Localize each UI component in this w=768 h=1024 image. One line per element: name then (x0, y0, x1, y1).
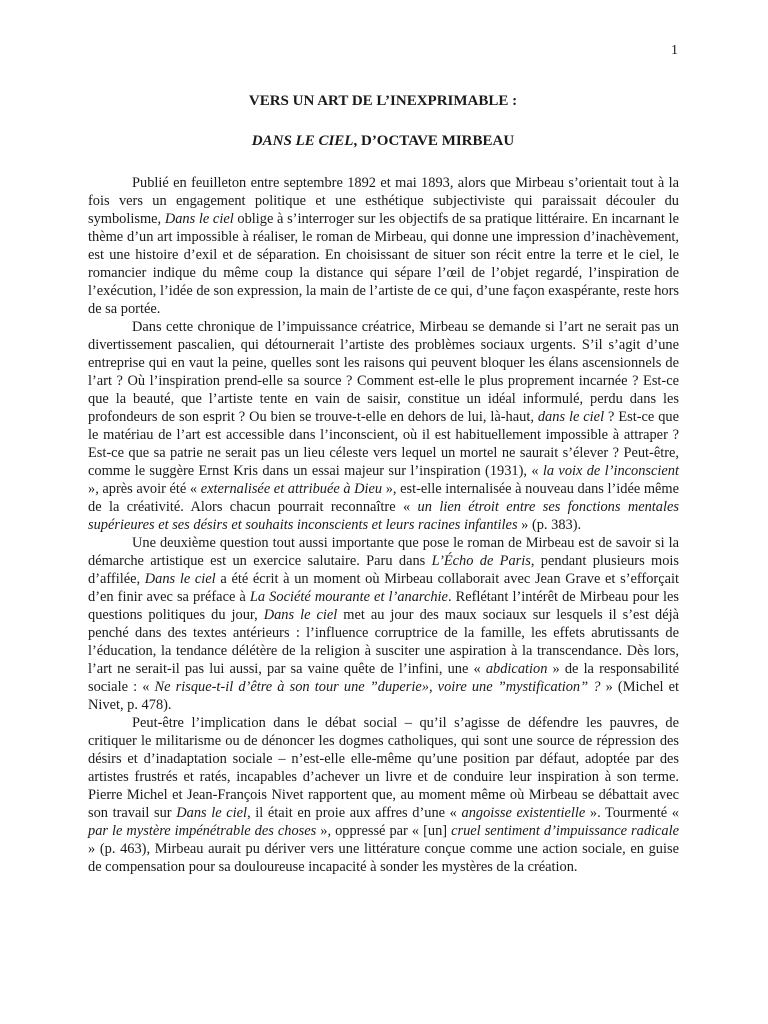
italic-text: angoisse existentielle (461, 805, 586, 821)
subtitle-italic: DANS LE CIEL (251, 133, 354, 149)
text-run: » (p. 463), Mirbeau aurait pu dériver vers une littérature conçue comme une action sociale, en guise de compensation pour sa douloureuse incapacité à sonder les mystères de la création. (88, 841, 679, 875)
text-run: » (p. 383). (517, 517, 582, 533)
text-run: », après avoir été « (88, 481, 201, 497)
italic-text: cruel sentiment d’impuissance radicale (451, 823, 680, 839)
text-run: met au jour des maux sociaux sur lesquels il s’est déjà penché dans des textes antérieurs : l’influence corruptrice de la famille, les effets abrutissants de l’éducation, la tendance délétère de la religion à susciter une aspiration à la transcendance. Dès lors, l’art ne serait-il pas lui aussi, par sa vaine quête de l’infini, une « (88, 607, 679, 677)
text-run: . Reflétant l’intérêt de Mirbeau pour les questions politiques du jour, (88, 589, 680, 623)
text-run: a été écrit à un moment où Mirbeau collaborait avec Jean Grave et s’efforçait d’en finir avec sa préface à (88, 571, 679, 605)
text-run: », oppressé par « [un] (316, 823, 452, 839)
document-subtitle (88, 133, 678, 150)
italic-text: L’Écho de Paris (431, 553, 531, 569)
text-run: oblige à s’interroger sur les objectifs de sa pratique littéraire. En incarnant le thème d’un art impossible à réaliser, le roman de Mirbeau, qui donne une impression d’inachèvement, est une histoire d’exil et de séparation. En choisissant de situer son récit entre la terre et le ciel, le romancier indique du même coup la distance qui sépare l’œil de l’objet regardé, l’inspiration de l’exécution, l’idée de son expression, la main de l’artiste de ce qui, d’une façon exaspérante, reste hors de sa portée. (88, 211, 679, 317)
paragraph (88, 174, 679, 318)
italic-text: externalisée et attribuée à Dieu (200, 481, 383, 497)
text-run: , il était en proie aux affres d’une « (247, 805, 462, 821)
italic-text: Dans le ciel (263, 607, 338, 623)
document-body (88, 174, 679, 876)
text-run: » (Michel et Nivet, p. 478). (88, 679, 679, 713)
text-run: Peut-être l’implication dans le débat social – qu’il s’agisse de défendre les pauvres, de critiquer le militarisme ou de dénoncer les dogmes catholiques, qui sont une source de répression des désirs et d’inadaptation sociale – n’est-elle elle-même qu’une position par défaut, adoptée par des artistes frustrés et ratés, incapables d’achever un livre et de conduire leur inspiration à son terme. Pierre Michel et Jean-François Nivet rapportent que, au moment même où Mirbeau se débattait avec son travail sur (88, 715, 679, 821)
subtitle-rest: , D’OCTAVE MIRBEAU (353, 133, 515, 149)
italic-text: un lien étroit entre ses fonctions mentales supérieures et ses désirs et souhaits inconscients et leurs racines infantiles (88, 499, 679, 533)
text-run: ? Est-ce que le matériau de l’art est accessible dans l’inconscient, où il est habituellement impossible à attraper ? Est-ce que sa patrie ne serait pas un lieu céleste vers lequel un mortel ne saurait s’élever ? Peut-être, comme le suggère Ernst Kris dans un essai majeur sur l’inspiration (1931), « (88, 409, 679, 479)
italic-text: Dans le ciel (164, 211, 234, 227)
paragraph (88, 318, 679, 534)
italic-text: la voix de l’inconscient (542, 463, 679, 479)
page-number: 1 (671, 43, 678, 58)
italic-text: Dans le ciel (176, 805, 248, 821)
document-title: VERS UN ART DE L’INEXPRIMABLE : (248, 93, 518, 109)
paragraph (88, 714, 679, 876)
italic-text: par le mystère impénétrable des choses (88, 823, 317, 839)
text-run: ». Tourmenté « (585, 805, 680, 821)
text-run: , pendant plusieurs mois d’affilée, (88, 553, 679, 587)
italic-text: Dans le ciel (144, 571, 216, 587)
text-run: » de la responsabilité sociale : « (88, 661, 680, 695)
text-run: », est-elle internalisée à nouveau dans l’idée même de la créativité. Alors chacun pourrait reconnaître « (88, 481, 679, 515)
italic-text: dans le ciel (537, 409, 605, 425)
italic-text: abdication (485, 661, 548, 677)
text-run: Publié en feuilleton entre septembre 1892 et mai 1893, alors que Mirbeau s’orientait tout à la fois vers un engagement politique et une esthétique subjectiviste qui paraissait découler du symbolisme, (88, 175, 679, 227)
italic-text: Ne risque-t-il d’être à son tour une ”duperie», voire une ”mystification” ? (154, 679, 601, 695)
text-run: Une deuxième question tout aussi importante que pose le roman de Mirbeau est de savoir si la démarche artistique est un exercice salutaire. Paru dans (88, 535, 679, 569)
text-run: Dans cette chronique de l’impuissance créatrice, Mirbeau se demande si l’art ne serait pas un divertissement pascalien, qui détournerait l’artiste des problèmes sociaux urgents. S’il s’agit d’une entreprise qui en vaut la peine, quelles sont les raisons qui peuvent bloquer les élans ascensionnels de l’art ? Où l’inspiration prend-elle sa source ? Comment est-elle le plus proprement incarnée ? Est-ce que la beauté, que l’artiste tente en vain de saisir, constitue un idéal informulé, perdu dans les profondeurs de son esprit ? Ou bien se trouve-t-elle en dehors de lui, là-haut, (88, 319, 679, 425)
italic-text: La Société mourante et l’anarchie (249, 589, 448, 605)
paragraph (88, 534, 679, 714)
